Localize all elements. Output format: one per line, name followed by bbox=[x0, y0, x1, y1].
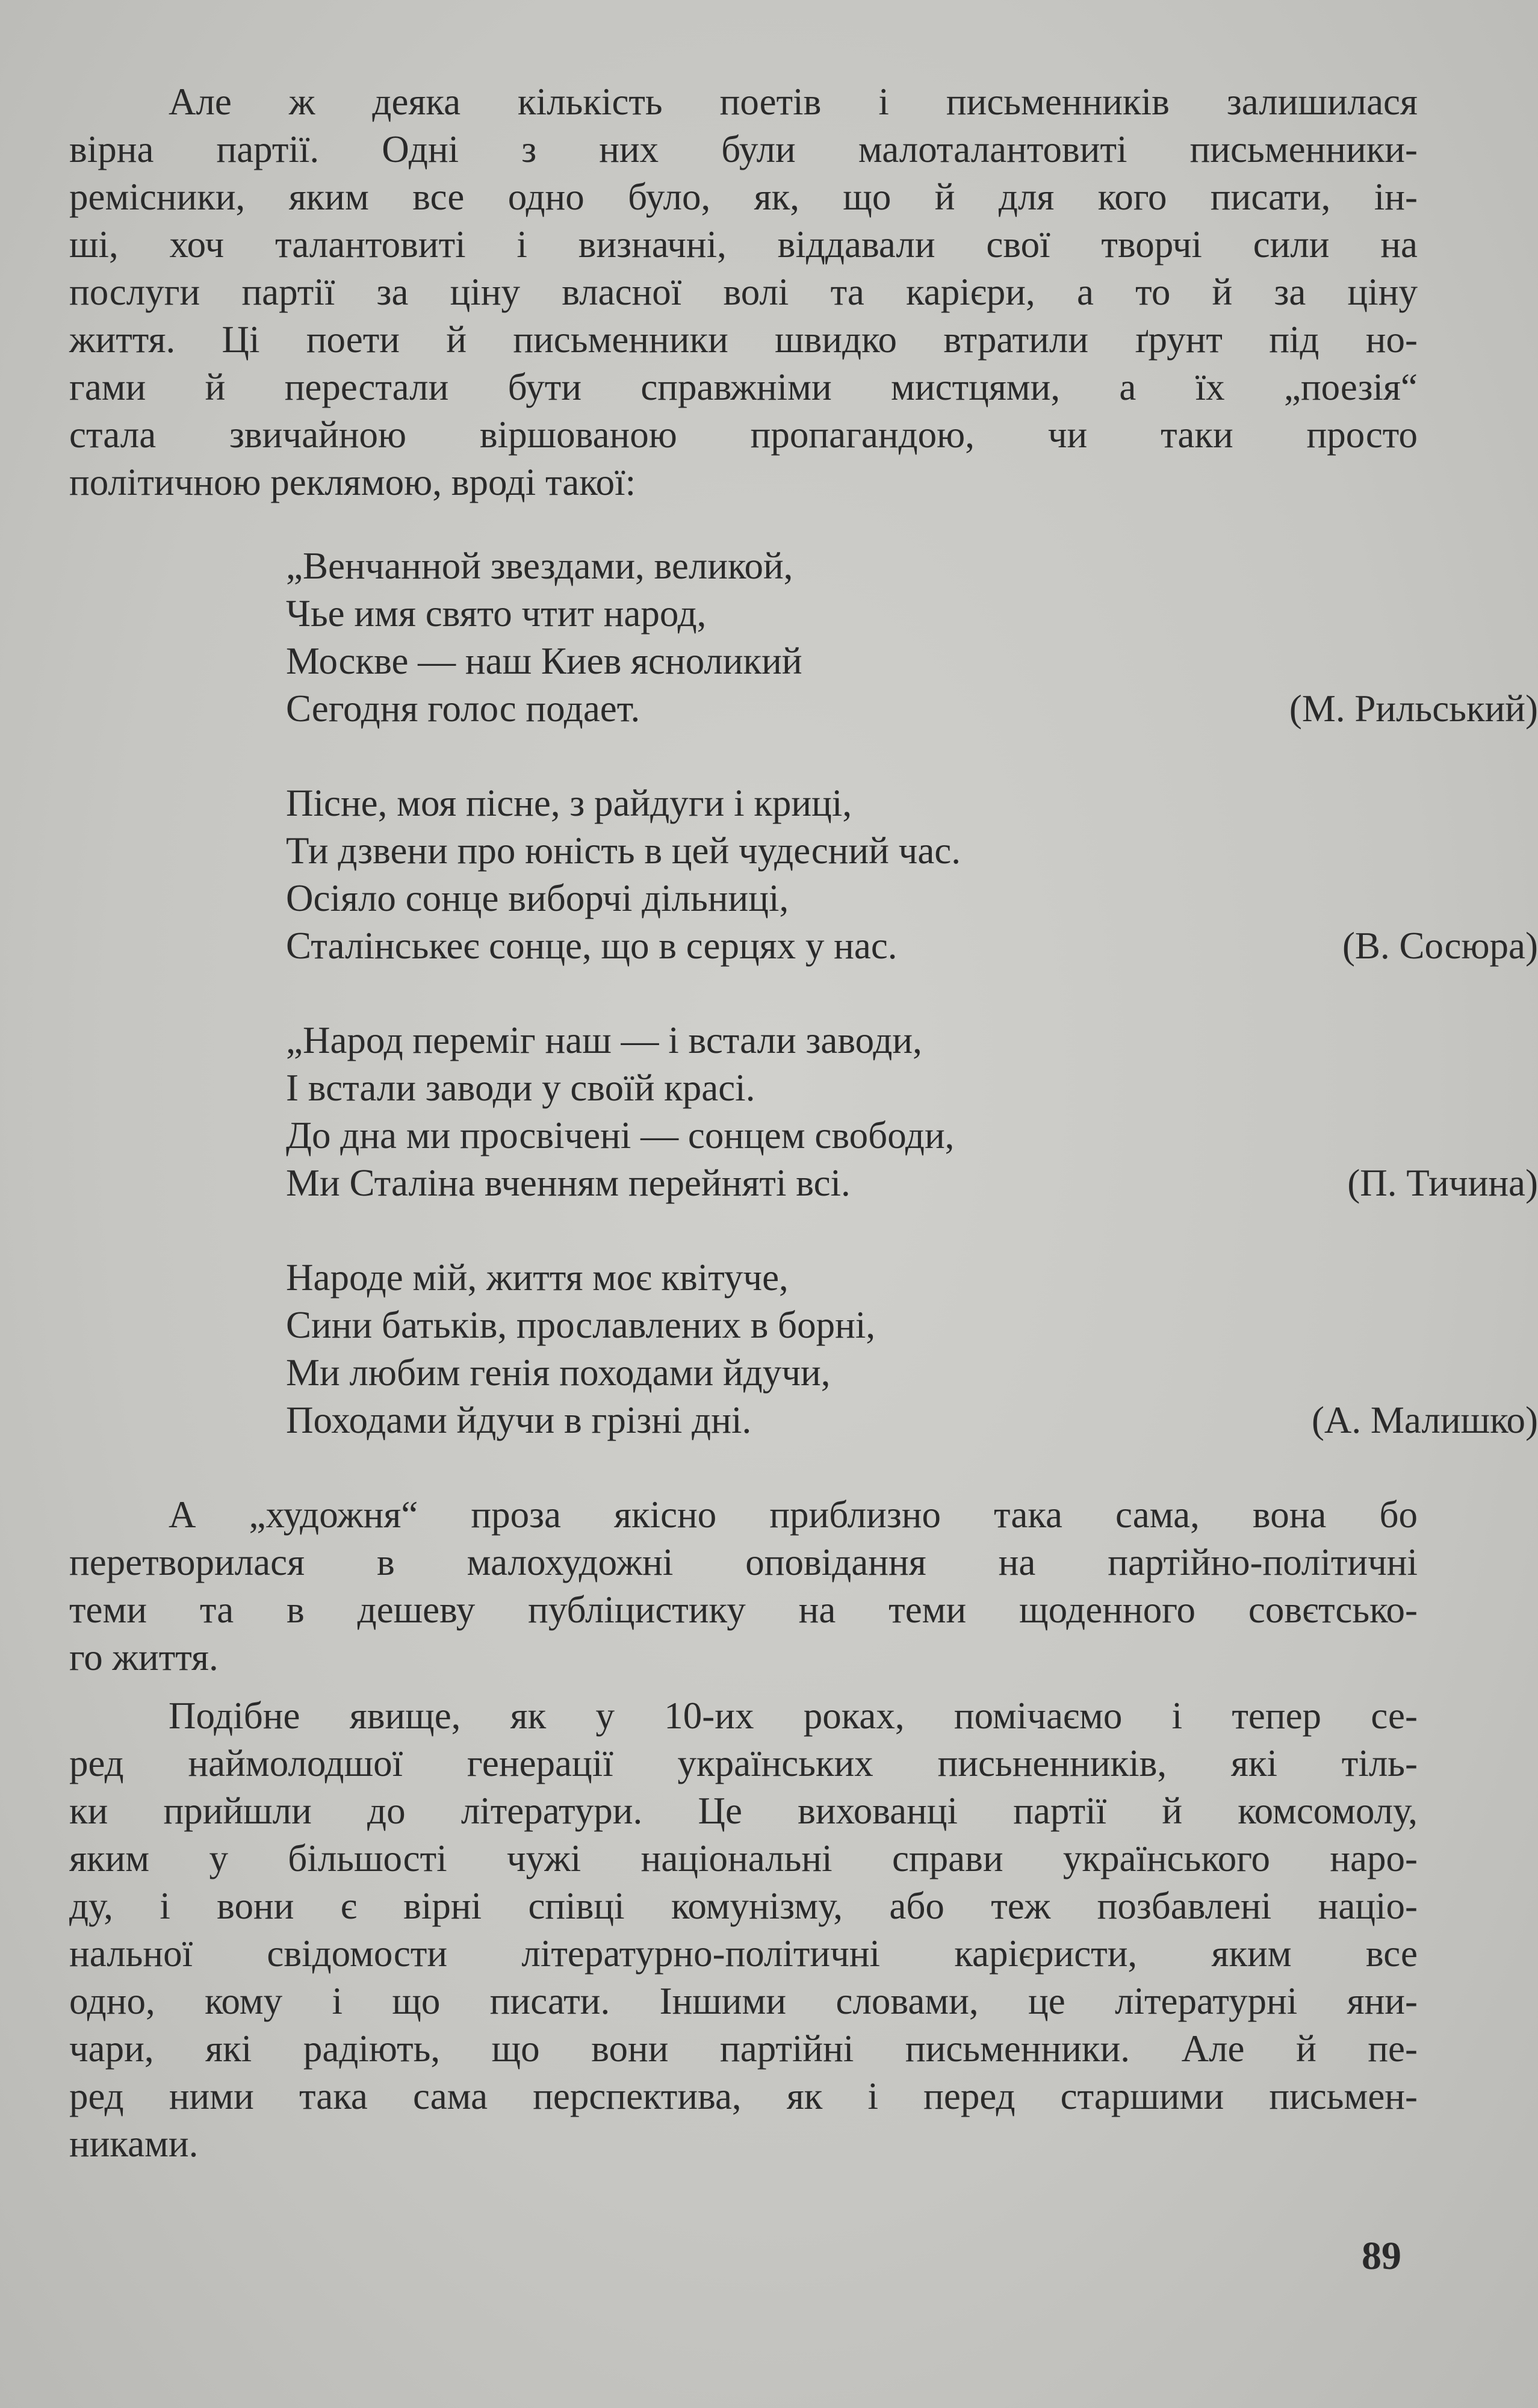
text-line: послуги партії за ціну власної волі та карієри, а то й за ціну bbox=[69, 271, 1418, 313]
text-line: Подібне явище, як у 10-их роках, помічаємо і тепер се- bbox=[169, 1695, 1418, 1737]
poem-quotes bbox=[69, 542, 1538, 1444]
page-number: 89 bbox=[1362, 2234, 1401, 2278]
poem-quote bbox=[286, 1017, 1538, 1207]
poem-author: (П. Тичина) bbox=[1347, 1162, 1538, 1204]
text-line: никами. bbox=[69, 2123, 199, 2165]
poem-line: Чье имя свято чтит народ, bbox=[286, 592, 707, 635]
page-content bbox=[69, 78, 1538, 2168]
text-line: життя. Ці поети й письменники швидко втратили ґрунт під но- bbox=[69, 318, 1418, 361]
text-line: перетворилася в малохудожні оповідання на партійно-політичні bbox=[69, 1541, 1418, 1583]
poem-line: Осіяло сонце виборчі дільниці, bbox=[286, 877, 789, 919]
text-line: стала звичайною віршованою пропагандою, чи таки просто bbox=[69, 414, 1418, 456]
text-line: ремісники, яким все одно було, як, що й для кого писати, ін- bbox=[69, 176, 1418, 218]
paragraph-1 bbox=[69, 78, 1418, 506]
paragraph-gap bbox=[69, 1681, 1418, 1692]
poem-line: Народе мій, життя моє квітуче, bbox=[286, 1256, 789, 1299]
poem-line: „Народ переміг наш — і встали заводи, bbox=[286, 1019, 922, 1061]
poem-line: Ми любим генія походами йдучи, bbox=[286, 1351, 831, 1394]
text-line: чари, які радіють, що вони партійні письменники. Але й пе- bbox=[69, 2028, 1418, 2070]
text-line: А „художня“ проза якісно приблизно така сама, вона бо bbox=[169, 1494, 1418, 1536]
poem-line: Ти дзвени про юність в цей чудесний час. bbox=[286, 830, 961, 872]
poem-line: Сегодня голос подает. bbox=[286, 687, 640, 730]
text-line: гами й перестали бути справжніми мистцями, а їх „поезія“ bbox=[69, 366, 1418, 408]
text-line: ду, і вони є вірні співці комунізму, або теж позбавлені націо- bbox=[69, 1885, 1418, 1927]
poem-line: До дна ми просвічені — сонцем свободи, bbox=[286, 1114, 955, 1156]
poem-line: Ми Сталіна вченням перейняті всі. bbox=[286, 1162, 851, 1204]
paragraph-2 bbox=[69, 1491, 1418, 1681]
paragraph-3 bbox=[69, 1692, 1418, 2168]
poem-line: Пісне, моя пісне, з райдуги і криці, bbox=[286, 782, 852, 824]
text-line: ші, хоч талантовиті і визначні, віддавали свої творчі сили на bbox=[69, 223, 1418, 265]
poem-quote bbox=[286, 1254, 1538, 1444]
text-line: одно, кому і що писати. Іншими словами, це літературні яни- bbox=[69, 1980, 1418, 2022]
poem-author: (В. Сосюра) bbox=[1342, 925, 1538, 967]
text-line: ред наймолодшої генерації українських письненників, які тіль- bbox=[69, 1742, 1418, 1784]
text-line: політичною реклямою, вроді такої: bbox=[69, 461, 636, 503]
poem-author: (А. Малишко) bbox=[1311, 1399, 1538, 1441]
text-line: яким у більшості чужі національні справи українського наро- bbox=[69, 1837, 1418, 1879]
text-line: теми та в дешеву публіцистику на теми щоденного совєтсько- bbox=[69, 1589, 1418, 1631]
text-line: Але ж деяка кількість поетів і письменників залишилася bbox=[169, 81, 1418, 123]
poem-quote bbox=[286, 542, 1538, 733]
text-line: ред ними така сама перспектива, як і перед старшими письмен- bbox=[69, 2075, 1418, 2117]
poem-line: І встали заводи у своїй красі. bbox=[286, 1067, 755, 1109]
poem-line: „Венчанной звездами, великой, bbox=[286, 545, 793, 587]
text-line: ки прийшли до літератури. Це вихованці партії й комсомолу, bbox=[69, 1790, 1418, 1832]
poem-line: Походами йдучи в грізні дні. bbox=[286, 1399, 752, 1441]
text-line: го життя. bbox=[69, 1636, 219, 1678]
poem-line: Сталінськеє сонце, що в серцях у нас. bbox=[286, 925, 898, 967]
text-line: вірна партії. Одні з них були малоталантовиті письменники- bbox=[69, 128, 1418, 170]
poem-line: Москве — наш Киев ясноликий bbox=[286, 640, 802, 682]
poem-line: Сини батьків, прославлених в борні, bbox=[286, 1304, 876, 1346]
poem-author: (М. Рильський) bbox=[1289, 687, 1538, 730]
poem-quote bbox=[286, 780, 1538, 970]
text-line: нальної свідомости літературно-політичні карієристи, яким все bbox=[69, 1932, 1418, 1975]
